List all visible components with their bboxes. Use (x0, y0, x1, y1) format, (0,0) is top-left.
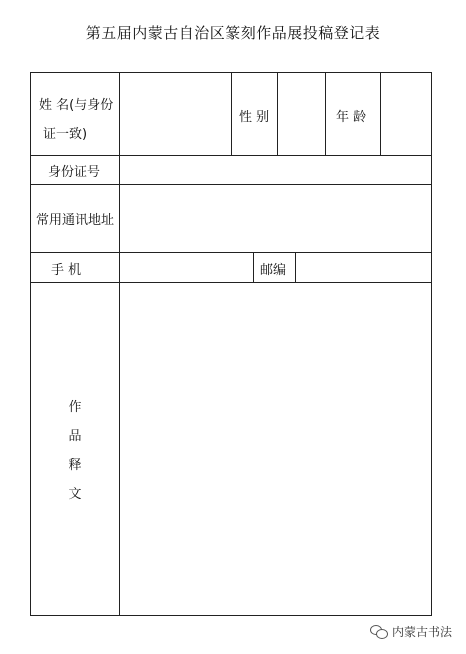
age-input-cell[interactable] (381, 74, 431, 155)
address-label: 常用通讯地址 (36, 213, 115, 228)
wechat-watermark (370, 622, 452, 640)
age-label: 年 龄 (336, 110, 367, 125)
phone-label: 手 机 (51, 263, 82, 278)
postcode-input-cell[interactable] (296, 253, 431, 282)
watermark-text: 内蒙古书法 (391, 624, 452, 639)
id-number-label: 身份证号 (48, 165, 101, 180)
name-input-cell[interactable] (120, 74, 231, 155)
work-transcription-label (31, 393, 119, 509)
age-left-divider (325, 73, 326, 155)
work-label-char-1: 作 (68, 400, 82, 415)
name-label-line1: 姓 名(与身份 (39, 98, 114, 113)
gender-label: 性 别 (239, 110, 270, 125)
form-title: 第五届内蒙古自治区篆刻作品展投稿登记表 (85, 24, 381, 42)
work-label-char-3: 释 (68, 458, 82, 473)
postcode-left-divider (253, 252, 254, 282)
phone-input-cell[interactable] (120, 253, 253, 282)
wechat-icon (370, 624, 388, 638)
gender-input-cell[interactable] (278, 74, 325, 155)
work-label-char-2: 品 (68, 429, 82, 444)
address-input-cell[interactable] (120, 185, 431, 252)
postcode-label: 邮编 (260, 263, 287, 278)
id-number-input-cell[interactable] (120, 156, 431, 184)
gender-left-divider (231, 73, 232, 155)
work-transcription-input-cell[interactable] (120, 283, 431, 615)
work-label-char-4: 文 (68, 487, 82, 502)
registration-form-table (30, 72, 432, 616)
name-label-line2: 证一致) (43, 127, 88, 142)
